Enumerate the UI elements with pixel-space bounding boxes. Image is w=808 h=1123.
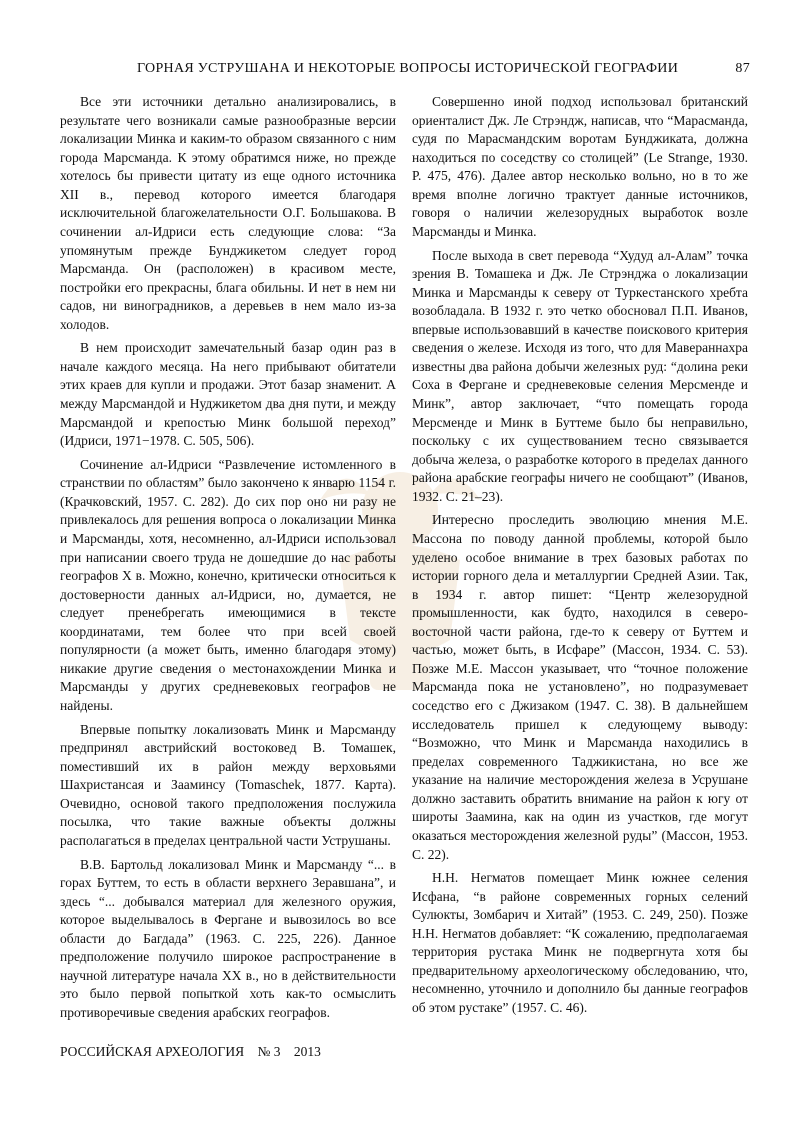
left-column — [60, 93, 396, 1028]
right-column — [412, 93, 748, 1023]
running-title: ГОРНАЯ УСТРУШАНА И НЕКОТОРЫЕ ВОПРОСЫ ИСТОРИЧЕСКОЙ ГЕОГРАФИИ — [137, 61, 679, 76]
journal-name: РОССИЙСКАЯ АРХЕОЛОГИЯ — [60, 1044, 245, 1059]
page-number: 87 — [735, 61, 750, 76]
paragraph: Интересно проследить эволюцию мнения М.Е. Массона по поводу данной проблемы, которой было уделено особое внимание в трех базовых работах по истории горного дела и металлургии Средней Азии. Так, в 1934 г. автор пишет: “Центр железорудной промышленности, как будто, находился в северо-восточной части района, где-то к северу от Буттем и частью, может быть, в Исфаре” (Массон, 1934. С. 53). Позже М.Е. Массон указывает, что “точное положение Марсманда пока не установлено”, но подразумевает соседство его с Джизаком (1947. С. 38). В дальнейшем исследователь пришел к следующему выводу: “Возможно, что Минк и Марсманда находились в пределах современного Таджикистана, но все же указание на наличие месторождения железа в Усрушане должно заставить обратить внимание на район к югу от широты Заамина, как на один из участков, где могут оказаться месторождения железной руды” (Массон, 1953. С. 22). — [412, 512, 748, 862]
paragraph: Сочинение ал-Идриси “Развлечение истомленного в странствии по областям” было закончено к январю 1154 г. (Крачковский, 1957. С. 282). До сих пор оно ни разу не привлекалось для решения вопроса о локализации Минка и Марсманды, хотя, несомненно, ал-Идриси использовал при написании своего труда не дошедшие до нас работы географов X в. Можно, конечно, критически относиться к достоверности данных ал-Идриси, но, думается, не следует пренебрегать имеющимися в тексте координатами, тем более что при всей своей популярности (а может быть, именно благодаря этому) никакие другие сведения о местонахождении Минка и Марсманды у других средневековых географов не найдены. — [60, 456, 396, 713]
paragraph: В.В. Бартольд локализовал Минк и Марсманду “... в горах Буттем, то есть в области верхнего Зеравшана”, и здесь “... добывался материал для железного оружия, которое выделывалось в Фергане и вывозилось во все области до Багдада” (1963. С. 225, 226). Данное предположение получило широкое распространение в научной литературе начала XX в., но в действительности это было первой попыткой хоть как-то осмыслить противоречивые сведения арабских географов. — [60, 856, 396, 1020]
page-footer — [60, 1044, 331, 1060]
paragraph: Все эти источники детально анализировались, в результате чего возникали самые разнообразные версии локализации Минка и каким-то образом связанного с ним города Марсманда. К этому обратимся ниже, но прежде хотелось бы привести цитату из еще одного источника XII в., перевод которого имеется благодаря исключительной благожелательности О.Г. Большакова. В сочинении ал-Идриси есть следующие слова: “За упомянутым прежде Бунджикетом следует город Марсманда. Он (расположен) в красивом месте, постройки его прекрасны, блага обильны. И нет в нем ни садов, ни виноградников, а деревьев в нем мало из-за холодов. — [60, 94, 396, 332]
paragraph: После выхода в свет перевода “Худуд ал-Алам” точка зрения В. Томашека и Дж. Ле Стрэнджа о локализации Минка и Марсманды к северу от Туркестанского хребта возобладала. В 1932 г. это четко обосновал П.П. Иванов, впервые использовавший в качестве поискового критерия сведения о железе. Исходя из того, что для Мавераннахра известны два района добычи железных руд: “долина реки Соха в Фергане и средневековые селения Мерсменде и Минк”, автор заключает, “что помещать города Мерсменде и Минк в Буттеме было бы неправильно, поскольку с их существованием тесно связывается добыча железа, о разработке которого в пределах данного района арабские географы ничего не сообщают” (Иванов, 1932. С. 21–23). — [412, 247, 748, 504]
page-header — [60, 61, 750, 81]
paragraph: Н.Н. Негматов помещает Минк южнее селения Исфана, “в районе современных горных селений Сулюкты, Зомбарич и Хитай” (1953. С. 249, 250). Позже Н.Н. Негматов добавляет: “К сожалению, предполагаемая территория рустака Минк не подвергнута хотя бы предварительному археологическому обследованию, что, несомненно, уточнило и дополнило бы данные географов об этом рустаке” (1957. С. 46). — [412, 870, 748, 1015]
paragraph: В нем происходит замечательный базар один раз в начале каждого месяца. На него прибывают обитатели этих краев для купли и продажи. Этот базар знаменит. А между Марсмандой и Нуджикетом два дня пути, и между Марсмандой и крепостью Минк большой переход” (Идриси, 1971−1978. С. 505, 506). — [60, 340, 396, 449]
publication-year: 2013 — [293, 1044, 321, 1059]
paragraph: Впервые попытку локализовать Минк и Марсманду предпринял австрийский востоковед В. Томашек, поместивший их в район между верховьями Шахристансая и Зааминсу (Tomaschek, 1877. Карта). Очевидно, основой такого предположения послужила посылка, что такие важные объекты должны располагаться в пределах центральной части Уструшаны. — [60, 721, 396, 848]
issue-number: № 3 — [257, 1044, 281, 1059]
paragraph: Совершенно иной подход использовал британский ориенталист Дж. Ле Стрэндж, написав, что “Марасманда, судя по Марасмандским воротам Бунджиката, должна находиться по соседству со столицей” (Le Strange, 1930. P. 475, 476). Далее автор несколько вольно, но в то же время вполне логично трактует данные источников, говоря о наличии железорудных выработок возле Марсманды и Минка. — [412, 94, 748, 239]
